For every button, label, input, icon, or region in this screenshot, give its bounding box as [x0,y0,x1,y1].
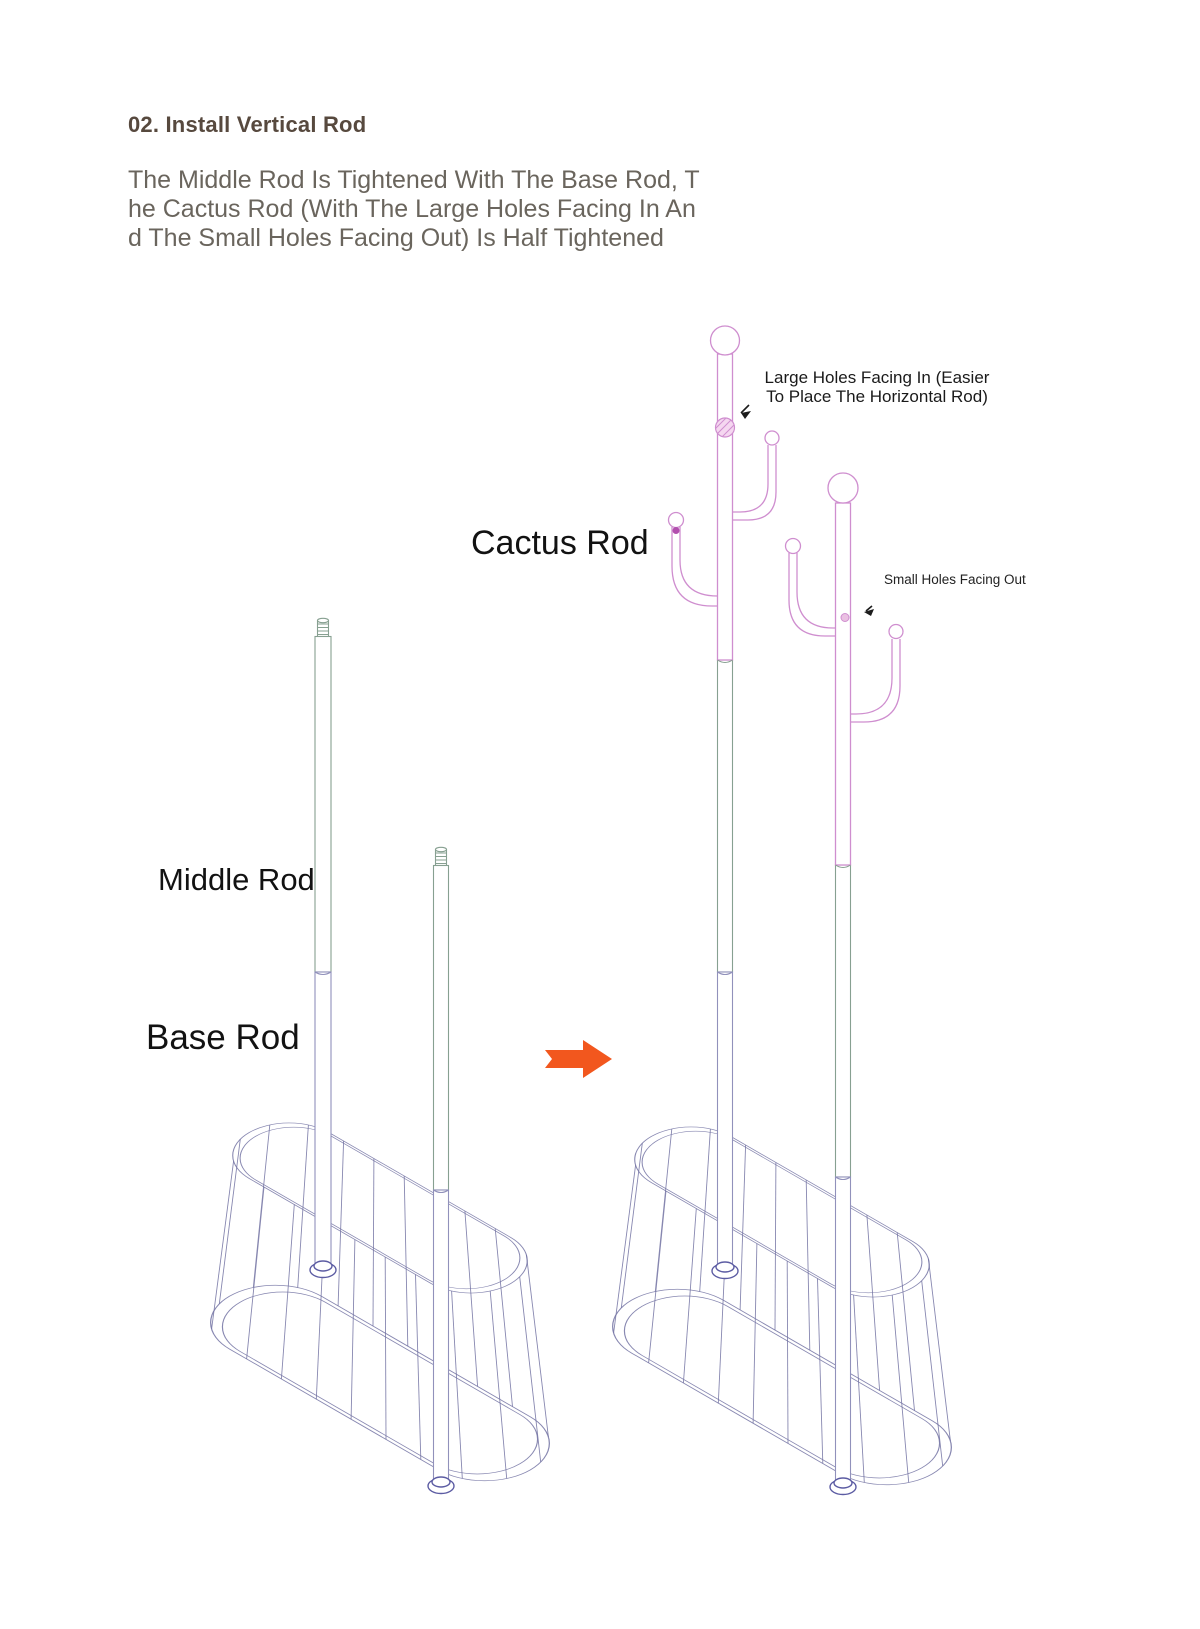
large-holes-annotation-line-2: To Place The Horizontal Rod) [766,387,988,406]
basket-left [184,1110,576,1497]
basket-right [586,1114,978,1501]
large-holes-annotation-line-1: Large Holes Facing In (Easier [764,368,990,387]
large-holes-annotation [716,368,1038,406]
middle-rod-label: Middle Rod [158,862,315,897]
hook-ball-icon [669,513,684,528]
cactus-rod-b [786,473,904,1495]
step-heading: 02. Install Vertical Rod [128,112,367,137]
middle-base-rod-assembled-right [428,847,454,1493]
hook-joint-dot [673,527,680,534]
cactus-rod-a [669,326,780,1279]
description-line-3: d The Small Holes Facing Out) Is Half Tightened [128,224,664,252]
step-arrow-icon [545,1040,612,1078]
hook-ball-icon [786,539,801,554]
small-holes-annotation: Small Holes Facing Out [884,572,1026,587]
base-rod-label: Base Rod [146,1018,300,1057]
middle-base-rod-assembled-left [310,618,336,1277]
hook-ball-icon [889,625,903,639]
hook-ball-icon [765,431,779,445]
pointer-cursor-icon [741,405,751,419]
cactus-rod-label: Cactus Rod [471,524,649,562]
rod-ball-top-icon [828,473,858,503]
description-line-1: The Middle Rod Is Tightened With The Base Rod, T [128,166,700,194]
description-line-2: he Cactus Rod (With The Large Holes Facing In An [128,195,696,223]
rod-ball-top-icon [711,326,740,355]
small-hole-marker [841,614,849,622]
pointer-cursor-icon [864,606,874,616]
